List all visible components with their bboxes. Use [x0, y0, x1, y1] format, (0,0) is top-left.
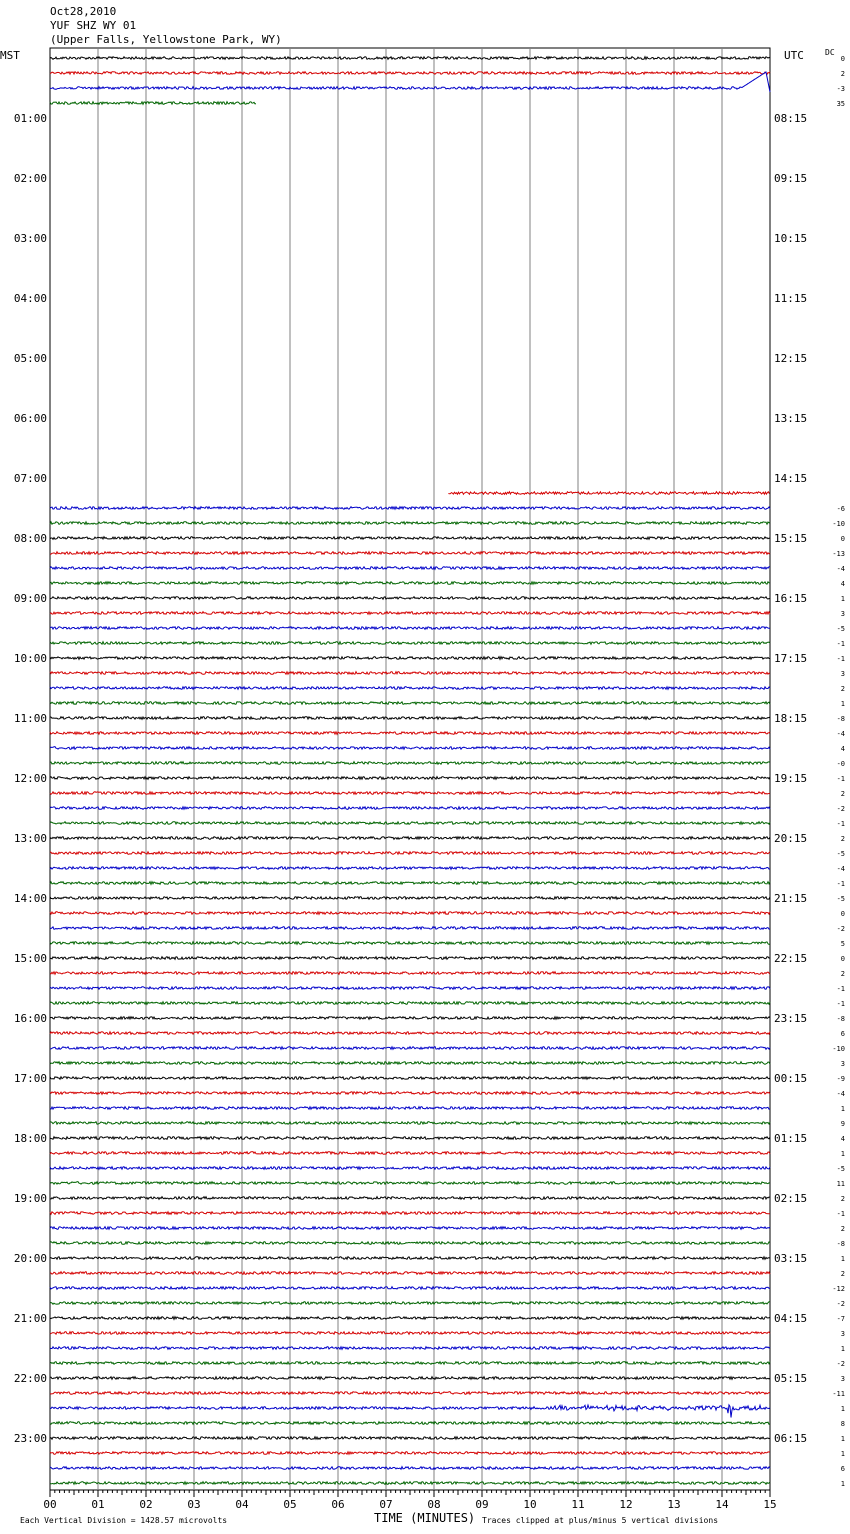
hour-label-left: 21:00 — [13, 1312, 47, 1325]
seismic-trace — [50, 1167, 770, 1170]
hour-label-right: 04:15 — [774, 1312, 808, 1325]
seismic-trace — [50, 1392, 770, 1395]
hour-label-right: 00:15 — [774, 1072, 808, 1085]
seismic-trace — [50, 1047, 770, 1050]
dc-offset-value: 0 — [840, 955, 845, 963]
dc-offset-value: 11 — [836, 1180, 845, 1188]
x-tick-label: 01 — [91, 1498, 105, 1511]
x-tick-label: 08 — [427, 1498, 441, 1511]
seismic-trace — [50, 1405, 770, 1418]
dc-offset-value: -1 — [836, 655, 845, 663]
seismic-trace — [50, 1452, 770, 1455]
seismic-trace — [50, 837, 770, 840]
dc-offset-value: -0 — [836, 760, 845, 768]
dc-offset-value: -7 — [836, 1315, 845, 1323]
hour-label-left: 09:00 — [13, 592, 47, 605]
hour-label-right: 12:15 — [774, 352, 808, 365]
seismic-trace — [50, 762, 770, 765]
dc-offset-header: DC — [825, 48, 835, 57]
dc-offset-value: 3 — [840, 670, 845, 678]
right-timezone-label: UTC — [784, 49, 804, 62]
seismic-trace — [50, 912, 770, 915]
dc-offset-value: 8 — [840, 1420, 845, 1428]
seismic-trace — [50, 522, 770, 525]
hour-label-right: 13:15 — [774, 412, 808, 425]
dc-offset-value: -9 — [836, 1075, 845, 1083]
dc-offset-value: -8 — [836, 1240, 845, 1248]
dc-offset-value: 2 — [840, 1270, 845, 1278]
x-axis-title: TIME (MINUTES) — [374, 1511, 476, 1525]
seismic-trace — [50, 1002, 770, 1005]
x-tick-label: 09 — [475, 1498, 489, 1511]
hour-label-right: 19:15 — [774, 772, 808, 785]
seismic-trace — [50, 552, 770, 555]
seismic-trace — [50, 942, 770, 945]
dc-offset-value: 1 — [840, 700, 845, 708]
seismic-trace — [50, 1272, 770, 1275]
hour-label-right: 17:15 — [774, 652, 808, 665]
hour-label-right: 09:15 — [774, 172, 808, 185]
hour-label-left: 16:00 — [13, 1012, 47, 1025]
hour-label-right: 02:15 — [774, 1192, 808, 1205]
dc-offset-value: 1 — [840, 1435, 845, 1443]
x-tick-label: 02 — [139, 1498, 153, 1511]
seismic-trace — [50, 957, 770, 960]
dc-offset-value: 0 — [840, 910, 845, 918]
dc-offset-value: 0 — [840, 55, 845, 63]
hour-label-left: 06:00 — [13, 412, 47, 425]
seismic-trace — [50, 1182, 770, 1185]
seismic-trace — [50, 897, 770, 900]
dc-offset-value: 2 — [840, 1225, 845, 1233]
hour-label-left: 05:00 — [13, 352, 47, 365]
seismic-trace — [50, 792, 770, 795]
dc-offset-value: -10 — [832, 520, 845, 528]
dc-offset-value: -2 — [836, 1300, 845, 1308]
seismic-trace — [50, 927, 770, 930]
x-tick-label: 10 — [523, 1498, 537, 1511]
dc-offset-value: 3 — [840, 1330, 845, 1338]
x-tick-label: 00 — [43, 1498, 57, 1511]
seismic-trace — [50, 1302, 770, 1305]
seismic-trace — [50, 1077, 770, 1080]
seismic-trace — [50, 72, 770, 75]
seismic-trace — [50, 747, 770, 750]
seismic-trace — [50, 687, 770, 690]
seismic-trace — [50, 987, 770, 990]
hour-label-right: 21:15 — [774, 892, 808, 905]
left-timezone-label: MST — [0, 49, 20, 62]
x-tick-label: 03 — [187, 1498, 201, 1511]
dc-offset-value: 2 — [840, 70, 845, 78]
station-label: YUF SHZ WY 01 — [50, 19, 137, 32]
seismic-trace — [50, 1122, 770, 1125]
seismic-trace — [50, 57, 770, 60]
dc-offset-value: 6 — [840, 1030, 845, 1038]
x-tick-label: 11 — [571, 1498, 585, 1511]
hour-label-right: 01:15 — [774, 1132, 808, 1145]
dc-offset-value: -1 — [836, 640, 845, 648]
hour-label-left: 13:00 — [13, 832, 47, 845]
x-tick-label: 13 — [667, 1498, 681, 1511]
hour-label-left: 15:00 — [13, 952, 47, 965]
dc-offset-value: -2 — [836, 925, 845, 933]
hour-label-right: 23:15 — [774, 1012, 808, 1025]
seismic-trace — [50, 852, 770, 855]
hour-label-left: 18:00 — [13, 1132, 47, 1145]
seismic-trace — [50, 777, 770, 780]
dc-offset-value: -8 — [836, 1015, 845, 1023]
seismic-trace — [50, 732, 770, 735]
hour-label-left: 23:00 — [13, 1432, 47, 1445]
dc-offset-value: -11 — [832, 1390, 845, 1398]
dc-offset-value: 4 — [840, 580, 845, 588]
hour-label-left: 10:00 — [13, 652, 47, 665]
hour-label-right: 05:15 — [774, 1372, 808, 1385]
hour-label-right: 18:15 — [774, 712, 808, 725]
seismic-trace — [50, 627, 770, 630]
seismic-trace — [50, 1107, 770, 1110]
hour-label-left: 08:00 — [13, 532, 47, 545]
seismic-trace — [50, 1287, 770, 1290]
seismic-trace — [50, 1152, 770, 1155]
seismic-trace — [50, 1362, 770, 1365]
seismic-trace — [50, 1017, 770, 1020]
hour-label-right: 14:15 — [774, 472, 808, 485]
dc-offset-value: 2 — [840, 835, 845, 843]
dc-offset-value: 2 — [840, 1195, 845, 1203]
hour-label-left: 04:00 — [13, 292, 47, 305]
seismic-trace — [50, 1092, 770, 1095]
dc-offset-value: -1 — [836, 775, 845, 783]
hour-label-right: 11:15 — [774, 292, 808, 305]
dc-offset-value: -12 — [832, 1285, 845, 1293]
seismic-trace — [50, 672, 770, 675]
hour-label-right: 03:15 — [774, 1252, 808, 1265]
dc-offset-value: 1 — [840, 1405, 845, 1413]
seismic-trace — [448, 492, 769, 495]
dc-offset-value: 9 — [840, 1120, 845, 1128]
seismic-trace — [50, 1227, 770, 1230]
dc-offset-value: 1 — [840, 1450, 845, 1458]
scale-note: Each Vertical Division = 1428.57 microvolts — [20, 1516, 228, 1525]
dc-offset-value: 2 — [840, 685, 845, 693]
seismic-trace — [50, 1332, 770, 1335]
location-label: (Upper Falls, Yellowstone Park, WY) — [50, 33, 282, 46]
dc-offset-value: -4 — [836, 1090, 845, 1098]
hour-label-left: 03:00 — [13, 232, 47, 245]
hour-label-left: 07:00 — [13, 472, 47, 485]
dc-offset-value: -1 — [836, 1210, 845, 1218]
seismic-trace — [50, 1422, 770, 1425]
seismic-trace — [50, 657, 770, 660]
dc-offset-value: 1 — [840, 595, 845, 603]
dc-offset-value: -3 — [836, 85, 845, 93]
seismic-trace — [50, 1062, 770, 1065]
seismic-trace — [50, 882, 770, 885]
seismic-trace — [50, 102, 256, 105]
dc-offset-value: 1 — [840, 1345, 845, 1353]
seismic-trace — [50, 702, 770, 705]
dc-offset-value: -4 — [836, 730, 845, 738]
seismic-trace — [50, 1317, 770, 1320]
hour-label-left: 17:00 — [13, 1072, 47, 1085]
hour-label-right: 06:15 — [774, 1432, 808, 1445]
seismic-trace — [50, 807, 770, 810]
seismic-trace — [50, 1437, 770, 1440]
dc-offset-value: 4 — [840, 1135, 845, 1143]
seismic-trace — [50, 1197, 770, 1200]
hour-label-left: 22:00 — [13, 1372, 47, 1385]
dc-offset-value: 3 — [840, 1375, 845, 1383]
hour-label-left: 12:00 — [13, 772, 47, 785]
x-tick-label: 15 — [763, 1498, 777, 1511]
seismic-trace — [50, 1242, 770, 1245]
dc-offset-value: -8 — [836, 715, 845, 723]
dc-offset-value: 1 — [840, 1480, 845, 1488]
seismic-trace — [50, 972, 770, 975]
dc-offset-value: 2 — [840, 970, 845, 978]
dc-offset-value: -1 — [836, 880, 845, 888]
seismic-trace — [50, 1482, 770, 1485]
x-tick-label: 07 — [379, 1498, 393, 1511]
hour-label-left: 19:00 — [13, 1192, 47, 1205]
dc-offset-value: 3 — [840, 610, 845, 618]
seismic-trace — [50, 1467, 770, 1470]
dc-offset-value: -13 — [832, 550, 845, 558]
x-tick-label: 14 — [715, 1498, 729, 1511]
dc-offset-value: 1 — [840, 1105, 845, 1113]
dc-offset-value: -5 — [836, 625, 845, 633]
hour-label-left: 20:00 — [13, 1252, 47, 1265]
hour-label-right: 10:15 — [774, 232, 808, 245]
dc-offset-value: 1 — [840, 1150, 845, 1158]
seismic-trace — [50, 1257, 770, 1260]
clip-note: Traces clipped at plus/minus 5 vertical divisions — [482, 1516, 719, 1525]
dc-offset-value: -2 — [836, 1360, 845, 1368]
seismic-trace — [50, 612, 770, 615]
x-tick-label: 12 — [619, 1498, 633, 1511]
dc-offset-value: 0 — [840, 535, 845, 543]
x-tick-label: 06 — [331, 1498, 345, 1511]
seismic-trace — [50, 537, 770, 540]
x-tick-label: 05 — [283, 1498, 297, 1511]
seismic-trace — [50, 717, 770, 720]
seismic-trace — [50, 567, 770, 570]
dc-offset-value: -1 — [836, 1000, 845, 1008]
hour-label-left: 01:00 — [13, 112, 47, 125]
seismic-trace — [50, 1347, 770, 1350]
dc-offset-value: 6 — [840, 1465, 845, 1473]
hour-label-right: 22:15 — [774, 952, 808, 965]
hour-label-left: 11:00 — [13, 712, 47, 725]
seismic-trace — [50, 72, 770, 92]
x-tick-label: 04 — [235, 1498, 249, 1511]
seismic-trace — [50, 822, 770, 825]
dc-offset-value: -5 — [836, 850, 845, 858]
dc-offset-value: -10 — [832, 1045, 845, 1053]
dc-offset-value: 3 — [840, 1060, 845, 1068]
dc-offset-value: 2 — [840, 790, 845, 798]
dc-offset-value: -2 — [836, 805, 845, 813]
hour-label-left: 02:00 — [13, 172, 47, 185]
dc-offset-value: -1 — [836, 985, 845, 993]
seismic-trace — [50, 1212, 770, 1215]
hour-label-right: 16:15 — [774, 592, 808, 605]
dc-offset-value: -4 — [836, 865, 845, 873]
dc-offset-value: 35 — [836, 100, 845, 108]
hour-label-left: 14:00 — [13, 892, 47, 905]
dc-offset-value: -1 — [836, 820, 845, 828]
hour-label-right: 15:15 — [774, 532, 808, 545]
seismic-trace — [50, 597, 770, 600]
dc-offset-value: -6 — [836, 505, 845, 513]
hour-label-right: 20:15 — [774, 832, 808, 845]
seismic-trace — [50, 1137, 770, 1140]
dc-offset-value: 5 — [840, 940, 845, 948]
dc-offset-value: 4 — [840, 745, 845, 753]
date-label: Oct28,2010 — [50, 5, 117, 18]
dc-offset-value: 1 — [840, 1255, 845, 1263]
dc-offset-value: -5 — [836, 1165, 845, 1173]
seismic-trace — [50, 582, 770, 585]
dc-offset-value: -4 — [836, 565, 845, 573]
seismic-trace — [50, 1377, 770, 1380]
hour-label-right: 08:15 — [774, 112, 808, 125]
seismic-trace — [50, 1032, 770, 1035]
dc-offset-value: -5 — [836, 895, 845, 903]
seismic-trace — [50, 642, 770, 645]
seismic-trace — [50, 507, 770, 510]
seismic-trace — [50, 867, 770, 870]
